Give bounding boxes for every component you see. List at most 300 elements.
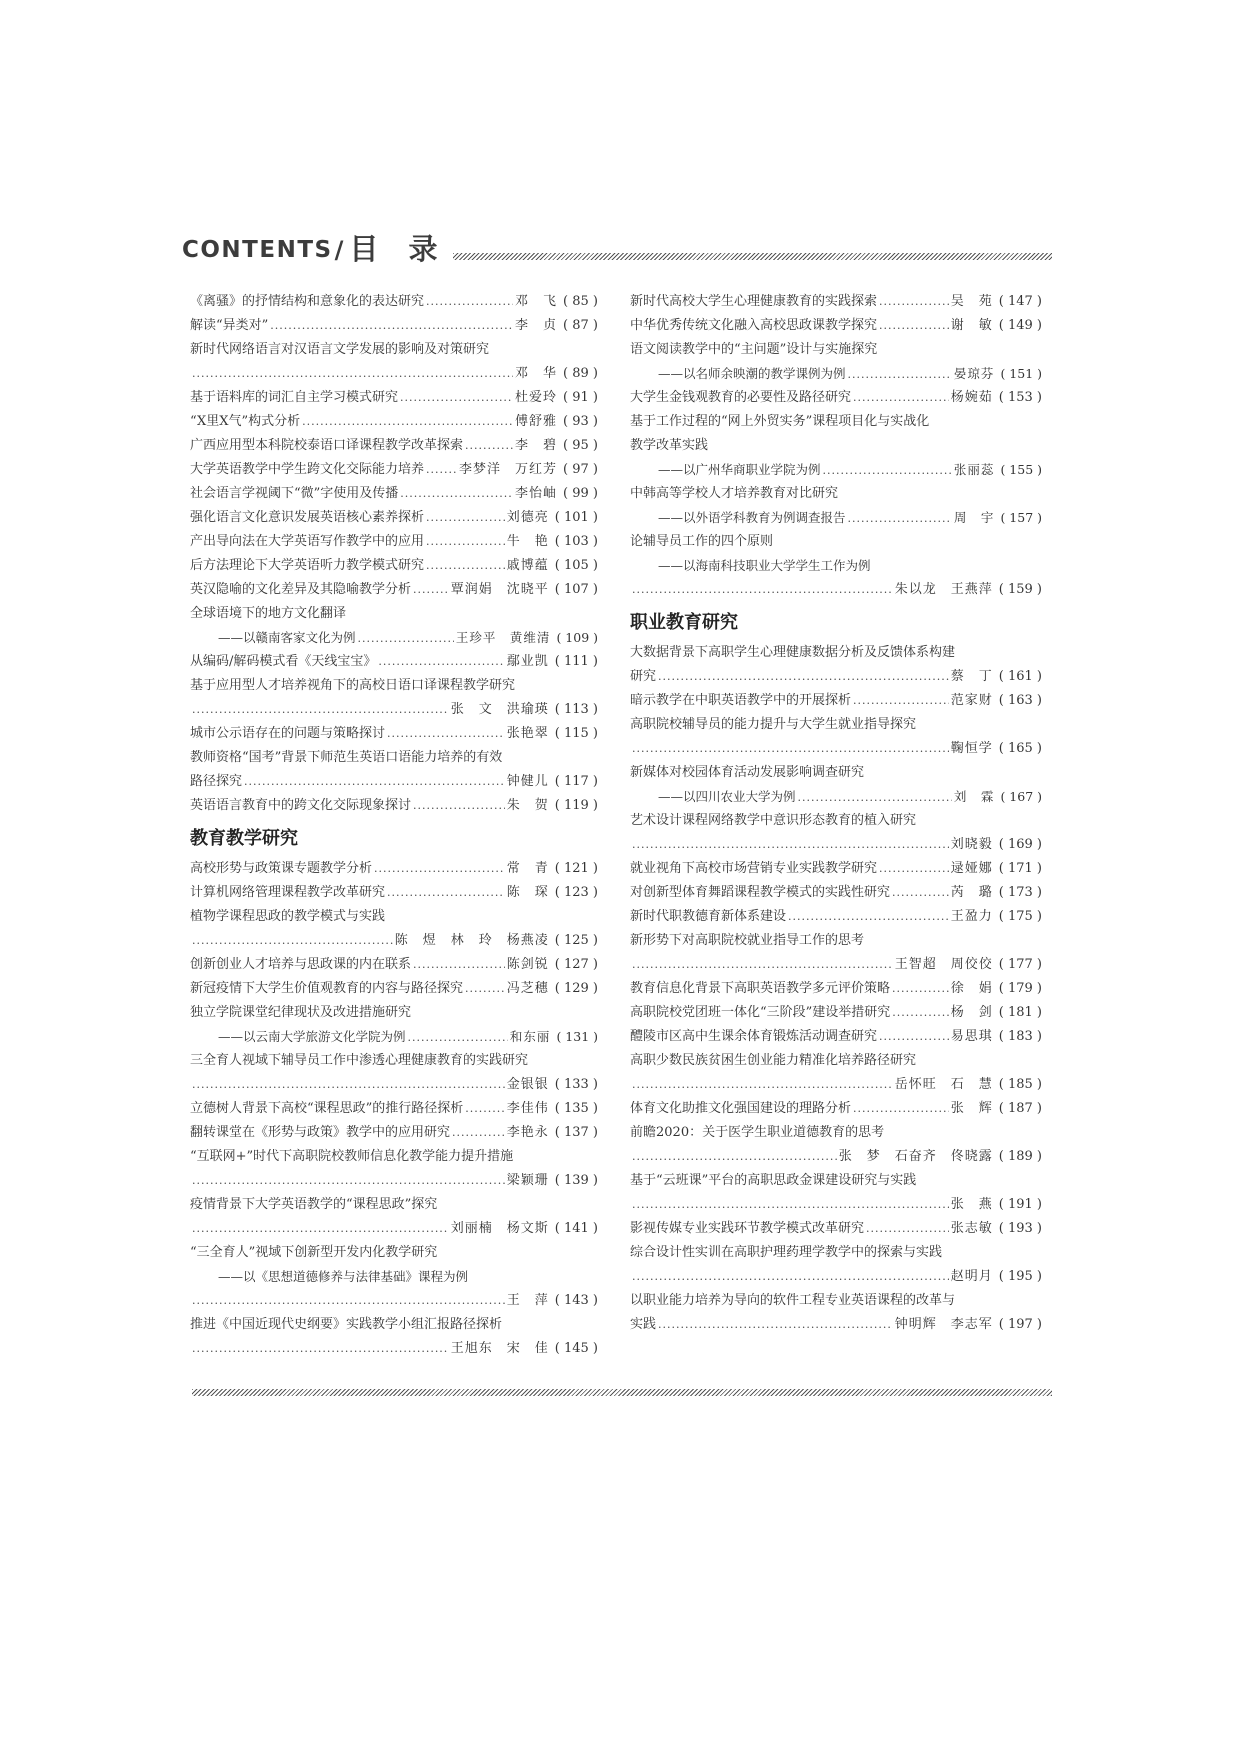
dot-leader: [465, 434, 513, 458]
toc-entry-page: ( 163 ): [998, 693, 1042, 708]
toc-entry[interactable]: [190, 290, 598, 314]
toc-left-column: [190, 290, 598, 1361]
toc-entry-title: 艺术设计课程网络教学中意识形态教育的植入研究: [630, 813, 917, 828]
toc-entry-author: 刘德亮: [506, 510, 549, 525]
toc-entry-subtitle: ——以广州华商职业学院为例: [658, 462, 821, 477]
toc-entry[interactable]: [630, 1241, 1042, 1289]
toc-entry[interactable]: [190, 338, 598, 386]
toc-entry[interactable]: [190, 1097, 598, 1121]
toc-entry-line: [630, 809, 1042, 833]
dot-leader: [879, 1025, 949, 1049]
toc-entry-page: ( 135 ): [554, 1101, 598, 1116]
toc-entry-line: [190, 578, 598, 602]
toc-entry-page: ( 107 ): [554, 582, 598, 597]
toc-entry-author: 刘 霖: [953, 789, 995, 804]
toc-entry-author: 李 贞: [515, 318, 558, 333]
toc-entry[interactable]: [190, 1121, 598, 1145]
toc-entry[interactable]: [190, 458, 598, 482]
toc-entry-line: [630, 410, 1042, 434]
toc-entry-line: [190, 1073, 598, 1097]
toc-entry-subtitle: ——以赣南客家文化为例: [218, 630, 356, 645]
toc-entry-title: 广西应用型本科院校泰语口译课程教学改革探索: [190, 438, 464, 453]
toc-entry[interactable]: [190, 506, 598, 530]
toc-entry[interactable]: [630, 386, 1042, 410]
dot-leader: [302, 410, 513, 434]
toc-entry-page: ( 109 ): [556, 630, 598, 645]
toc-entry-author: 蔡 丁: [950, 669, 993, 684]
toc-entry-line: [190, 929, 598, 953]
toc-entry-author: 张 梦 石奋齐 佟晓露: [838, 1149, 993, 1164]
toc-entry[interactable]: [630, 338, 1042, 386]
toc-entry-page: ( 117 ): [554, 774, 598, 789]
toc-entry-page: ( 123 ): [554, 885, 598, 900]
dot-leader: [892, 881, 949, 905]
toc-entry[interactable]: [190, 794, 598, 818]
dot-leader: [658, 1313, 893, 1337]
toc-entry[interactable]: [190, 554, 598, 578]
toc-entry-page: ( 159 ): [998, 582, 1042, 597]
toc-entry-page: ( 137 ): [554, 1125, 598, 1140]
toc-entry-line: [190, 1169, 598, 1193]
toc-entry-author: 赵明月: [950, 1269, 993, 1284]
toc-entry[interactable]: [630, 881, 1042, 905]
dot-leader: [400, 386, 513, 410]
toc-entry[interactable]: [190, 1313, 598, 1361]
toc-entry-title: 醴陵市区高中生课余体育锻炼活动调查研究: [630, 1029, 878, 1044]
toc-entry-line: [630, 1289, 1042, 1313]
dot-leader: [892, 1001, 948, 1025]
toc-entry-page: ( 157 ): [1000, 510, 1042, 525]
toc-entry-title: 新时代高校大学生心理健康教育的实践探索: [630, 294, 878, 309]
toc-entry[interactable]: [630, 809, 1042, 857]
toc-entry[interactable]: [630, 977, 1042, 1001]
toc-entry-title: “互联网+”时代下高职院校教师信息化教学能力提升措施: [190, 1149, 514, 1164]
toc-entry-page: ( 183 ): [998, 1029, 1042, 1044]
toc-entry-author: 鞠恒学: [950, 741, 993, 756]
toc-entry[interactable]: [190, 602, 598, 650]
toc-entry-author: 张 文 洪瑜瑛: [450, 702, 549, 717]
toc-entry-author: 朱以龙 王燕萍: [894, 582, 993, 597]
contents-label: CONTENTS: [182, 237, 333, 263]
toc-entry-subtitle: ——以《思想道德修养与法律基础》课程为例: [218, 1269, 469, 1284]
toc-entry-author: 李怡岫: [515, 486, 558, 501]
toc-entry-line: [630, 482, 1042, 506]
toc-entry-title: 高职少数民族贫困生创业能力精准化培养路径研究: [630, 1053, 917, 1068]
toc-entry-author: 牛 艳: [506, 534, 549, 549]
dot-leader: [408, 1026, 508, 1050]
dot-leader: [192, 362, 513, 386]
toc-entry-page: ( 187 ): [998, 1101, 1042, 1116]
toc-entry-author: 覃润娟 沈晓平: [450, 582, 549, 597]
toc-entry-line: [630, 1217, 1042, 1241]
dot-leader: [465, 977, 505, 1001]
toc-entry[interactable]: [630, 1025, 1042, 1049]
dot-leader: [853, 386, 949, 410]
toc-entry[interactable]: [190, 722, 598, 746]
toc-entry-title: 大学英语教学中学生跨文化交际能力培养: [190, 462, 425, 477]
toc-entry[interactable]: [190, 746, 598, 794]
toc-entry[interactable]: [190, 1001, 598, 1049]
toc-entry-subtitle: ——以海南科技职业大学学生工作为例: [658, 558, 871, 573]
toc-entry[interactable]: [190, 1241, 598, 1313]
toc-entry-line: [630, 1169, 1042, 1193]
header-slash: /: [334, 236, 344, 264]
dot-leader: [244, 770, 505, 794]
toc-entry-line: [190, 410, 598, 434]
toc-entry[interactable]: [630, 857, 1042, 881]
toc-entry-page: ( 193 ): [998, 1221, 1042, 1236]
toc-entry-line: [190, 905, 598, 929]
toc-entry[interactable]: [190, 314, 598, 338]
toc-entry[interactable]: [630, 641, 1042, 689]
toc-entry[interactable]: [190, 674, 598, 722]
dot-leader: [387, 881, 505, 905]
toc-entry[interactable]: [630, 290, 1042, 314]
toc-entry-page: ( 191 ): [998, 1197, 1042, 1212]
toc-entry-title: 翻转课堂在《形势与政策》教学中的应用研究: [190, 1125, 451, 1140]
toc-entry-line: [630, 530, 1042, 554]
toc-entry-line: [190, 314, 598, 338]
toc-entry-author: 王旭东 宋 佳: [450, 1341, 549, 1356]
toc-entry-title: 新形势下对高职院校就业指导工作的思考: [630, 933, 865, 948]
toc-entry[interactable]: [630, 1169, 1042, 1217]
dot-leader: [270, 314, 513, 338]
toc-entry-page: ( 173 ): [998, 885, 1042, 900]
toc-entry-author: 周 宇: [953, 510, 995, 525]
toc-entry-line: [190, 1289, 598, 1313]
toc-entry[interactable]: [630, 1001, 1042, 1025]
toc-entry[interactable]: [630, 314, 1042, 338]
toc-entry-line: [190, 794, 598, 818]
toc-entry[interactable]: [190, 857, 598, 881]
toc-entry-line: [630, 1145, 1042, 1169]
toc-entry-author: 杜爱玲: [515, 390, 558, 405]
toc-entry-line: [190, 1025, 598, 1049]
toc-entry-title: 基于语料库的词汇自主学习模式研究: [190, 390, 399, 405]
toc-entry-author: 谢 敏: [950, 318, 993, 333]
dot-leader: [192, 1337, 449, 1361]
toc-entry-title: 研究: [630, 669, 657, 684]
toc-entry-title: 后方法理论下大学英语听力教学模式研究: [190, 558, 425, 573]
dot-leader: [426, 506, 505, 530]
toc-entry-title: 中韩高等学校人才培养教育对比研究: [630, 486, 839, 501]
toc-entry-line: [630, 1097, 1042, 1121]
toc-entry[interactable]: [190, 410, 598, 434]
toc-entry[interactable]: [190, 650, 598, 674]
toc-entry[interactable]: [630, 1049, 1042, 1097]
dot-leader: [853, 689, 949, 713]
toc-entry-author: 吴 苑: [950, 294, 993, 309]
toc-entry-page: ( 167 ): [1000, 789, 1042, 804]
toc-entry-page: ( 131 ): [556, 1029, 598, 1044]
toc-entry-subtitle: ——以四川农业大学为例: [658, 789, 796, 804]
toc-entry-page: ( 133 ): [554, 1077, 598, 1092]
toc-entry-title: 暗示教学在中职英语教学中的开展探析: [630, 693, 852, 708]
toc-entry-line: [630, 338, 1042, 362]
toc-entry-subtitle: ——以名师余映潮的教学课例为例: [658, 366, 846, 381]
toc-entry[interactable]: [630, 1121, 1042, 1169]
toc-entry-title: 语文阅读教学中的“主问题”设计与实施探究: [630, 342, 878, 357]
toc-entry[interactable]: [190, 881, 598, 905]
dot-leader: [387, 722, 505, 746]
dot-leader: [452, 1121, 505, 1145]
toc-entry-author: 金银银: [506, 1077, 549, 1092]
toc-entry-page: ( 97 ): [563, 462, 598, 477]
toc-entry[interactable]: [190, 1145, 598, 1193]
toc-entry-line: [190, 362, 598, 386]
toc-entry-title: 植物学课程思政的教学模式与实践: [190, 909, 386, 924]
toc-entry-title: 推进《中国近现代史纲要》实践教学小组汇报路径探析: [190, 1317, 503, 1332]
toc-entry-page: ( 177 ): [998, 957, 1042, 972]
toc-entry-author: 邓 飞: [515, 294, 558, 309]
toc-entry-line: [190, 1001, 598, 1025]
dot-leader: [632, 953, 893, 977]
toc-entry-author: 杨婉茹: [950, 390, 993, 405]
toc-entry-title: 基于工作过程的“网上外贸实务”课程项目化与实战化: [630, 414, 930, 429]
dot-leader: [866, 1217, 949, 1241]
toc-entry-title: 影视传媒专业实践环节教学模式改革研究: [630, 1221, 865, 1236]
toc-entry-line: [630, 1001, 1042, 1025]
toc-entry-line: [630, 434, 1042, 458]
toc-entry-line: [630, 1313, 1042, 1337]
toc-entry-author: 鄢业凯: [506, 654, 549, 669]
toc-entry-page: ( 175 ): [998, 909, 1042, 924]
toc-entry-page: ( 197 ): [998, 1317, 1042, 1332]
toc-entry-line: [630, 1025, 1042, 1049]
dot-leader: [823, 459, 952, 483]
toc-entry-title: 全球语境下的地方文化翻译: [190, 606, 347, 621]
toc-entry-title: 新冠疫情下大学生价值观教育的内容与路径探究: [190, 981, 464, 996]
toc-entry-line: [630, 713, 1042, 737]
toc-entry-author: 刘晓毅: [950, 837, 993, 852]
toc-entry-page: ( 141 ): [554, 1221, 598, 1236]
toc-entry-line: [190, 1145, 598, 1169]
toc-entry[interactable]: [630, 929, 1042, 977]
toc-entry-line: [630, 1193, 1042, 1217]
dot-leader: [853, 1097, 949, 1121]
toc-entry-page: ( 143 ): [554, 1293, 598, 1308]
toc-entry-line: [190, 290, 598, 314]
toc-entry-line: [190, 1265, 598, 1289]
toc-entry[interactable]: [190, 953, 598, 977]
toc-entry-line: [630, 290, 1042, 314]
toc-entry-line: [190, 770, 598, 794]
dot-leader: [426, 458, 457, 482]
toc-right-column: [630, 290, 1042, 1337]
toc-entry-line: [630, 929, 1042, 953]
dot-leader: [798, 786, 952, 810]
toc-entry[interactable]: [630, 761, 1042, 809]
toc-entry-line: [190, 1097, 598, 1121]
toc-entry-title: 大数据背景下高职学生心理健康数据分析及反馈体系构建: [630, 645, 956, 660]
toc-entry[interactable]: [630, 1097, 1042, 1121]
toc-entry-line: [190, 746, 598, 770]
toc-entry-author: 张艳翠: [506, 726, 549, 741]
toc-entry-line: [190, 977, 598, 1001]
bottom-hatch-rule: [192, 1389, 1052, 1396]
toc-entry-page: ( 89 ): [563, 366, 598, 381]
toc-entry-author: 陈 煜 林 玲 杨燕凌: [394, 933, 549, 948]
toc-entry-author: 钟健儿: [506, 774, 549, 789]
toc-entry-title: 教师资格“国考”背景下师范生英语口语能力培养的有效: [190, 750, 503, 765]
header-hatch-rule: [453, 253, 1052, 260]
toc-entry-line: [190, 857, 598, 881]
toc-entry-author: 王珍平 黄维清: [455, 630, 551, 645]
dot-leader: [192, 929, 393, 953]
dot-leader: [632, 1265, 949, 1289]
toc-entry[interactable]: [190, 977, 598, 1001]
dot-leader: [358, 627, 454, 651]
toc-entry-title: 高职院校辅导员的能力提升与大学生就业指导探究: [630, 717, 917, 732]
toc-entry-line: [190, 1313, 598, 1337]
dot-leader: [632, 1073, 893, 1097]
toc-entry-author: 张丽蕊: [953, 462, 995, 477]
toc-entry-page: ( 115 ): [554, 726, 598, 741]
toc-entry-line: [630, 881, 1042, 905]
toc-entry-page: ( 149 ): [998, 318, 1042, 333]
dot-leader: [658, 665, 949, 689]
toc-entry-page: ( 121 ): [554, 861, 598, 876]
toc-entry[interactable]: [630, 905, 1042, 929]
toc-entry[interactable]: [630, 1289, 1042, 1337]
toc-entry-page: ( 185 ): [998, 1077, 1042, 1092]
toc-entry-line: [190, 1049, 598, 1073]
toc-entry-title: 产出导向法在大学英语写作教学中的应用: [190, 534, 425, 549]
toc-entry[interactable]: [190, 434, 598, 458]
toc-entry-title: 对创新型体育舞蹈课程教学模式的实践性研究: [630, 885, 891, 900]
dot-leader: [848, 507, 952, 531]
toc-entry-author: 朱 贺: [506, 798, 549, 813]
toc-entry-subtitle: ——以外语学科教育为例调查报告: [658, 510, 846, 525]
toc-entry-author: 李梦洋 万红芳: [459, 462, 558, 477]
toc-entry-author: 陈剑锐: [506, 957, 549, 972]
toc-entry-author: 徐 娟: [950, 981, 993, 996]
toc-entry-line: [630, 1049, 1042, 1073]
toc-entry[interactable]: [190, 905, 598, 953]
toc-entry-page: ( 103 ): [554, 534, 598, 549]
dot-leader: [426, 290, 513, 314]
toc-entry-line: [190, 698, 598, 722]
toc-entry-title: 新媒体对校园体育活动发展影响调查研究: [630, 765, 865, 780]
toc-entry-line: [630, 578, 1042, 602]
dot-leader: [465, 1097, 504, 1121]
toc-entry-page: ( 165 ): [998, 741, 1042, 756]
contents-header: [182, 232, 1052, 264]
dot-leader: [632, 1193, 949, 1217]
toc-entry-author: 芮 璐: [950, 885, 993, 900]
toc-entry-line: [190, 554, 598, 578]
toc-entry-line: [190, 1193, 598, 1217]
toc-entry-line: [630, 554, 1042, 578]
toc-entry-author: 张志敏: [950, 1221, 993, 1236]
toc-entry-line: [630, 1121, 1042, 1145]
dot-leader: [879, 314, 949, 338]
toc-entry-title: 教学改革实践: [630, 438, 709, 453]
toc-entry-line: [190, 674, 598, 698]
toc-entry-title: 创新创业人才培养与思政课的内在联系: [190, 957, 412, 972]
toc-entry-page: ( 155 ): [1000, 462, 1042, 477]
toc-entry-author: 刘丽楠 杨文斯: [450, 1221, 549, 1236]
toc-entry-line: [190, 722, 598, 746]
toc-entry-author: 邓 华: [515, 366, 558, 381]
toc-entry-title: 基于应用型人才培养视角下的高校日语口译课程教学研究: [190, 678, 516, 693]
toc-entry-page: ( 111 ): [554, 654, 598, 669]
toc-entry-author: 冯芝穗: [506, 981, 549, 996]
toc-entry-title: 解读“异类对”: [190, 318, 269, 333]
toc-entry-title: 就业视角下高校市场营销专业实践教学研究: [630, 861, 878, 876]
toc-entry-author: 常 青: [506, 861, 549, 876]
toc-entry-title: 中华优秀传统文化融入高校思政课教学探究: [630, 318, 878, 333]
toc-entry-line: [190, 386, 598, 410]
toc-entry-title: 从编码/解码模式看《天线宝宝》: [190, 654, 377, 669]
dot-leader: [413, 794, 505, 818]
toc-entry-author: 和东丽: [509, 1029, 551, 1044]
dot-leader: [632, 737, 949, 761]
toc-entry-title: 实践: [630, 1317, 657, 1332]
toc-entry-line: [630, 386, 1042, 410]
dot-leader: [632, 833, 949, 857]
toc-entry-line: [190, 650, 598, 674]
toc-entry-page: ( 139 ): [554, 1173, 598, 1188]
toc-entry[interactable]: [630, 482, 1042, 530]
toc-entry-author: 李 碧: [515, 438, 558, 453]
toc-entry[interactable]: [630, 530, 1042, 602]
toc-entry[interactable]: [190, 530, 598, 554]
toc-entry-title: 新时代网络语言对汉语言文学发展的影响及对策研究: [190, 342, 490, 357]
toc-entry-line: [190, 482, 598, 506]
dot-leader: [400, 482, 513, 506]
toc-entry[interactable]: [190, 386, 598, 410]
toc-entry[interactable]: [630, 410, 1042, 482]
toc-entry[interactable]: [630, 689, 1042, 713]
toc-entry-line: [190, 506, 598, 530]
toc-entry-page: ( 127 ): [554, 957, 598, 972]
toc-entry[interactable]: [630, 1217, 1042, 1241]
toc-entry-page: ( 119 ): [554, 798, 598, 813]
toc-entry-title: 计算机网络管理课程教学改革研究: [190, 885, 386, 900]
toc-entry-title: 路径探究: [190, 774, 243, 789]
toc-entry-title: 《离骚》的抒情结构和意象化的表达研究: [190, 294, 425, 309]
toc-entry-page: ( 151 ): [1000, 366, 1042, 381]
toc-entry-author: 戚博蕴: [506, 558, 549, 573]
toc-entry-line: [190, 602, 598, 626]
toc-entry-line: [630, 314, 1042, 338]
toc-entry-author: 王盈力: [950, 909, 993, 924]
dot-leader: [413, 578, 449, 602]
toc-entry[interactable]: [190, 578, 598, 602]
toc-entry-title: 立德树人背景下高校“课程思政”的推行路径探析: [190, 1101, 464, 1116]
toc-entry-line: [630, 977, 1042, 1001]
toc-entry-page: ( 171 ): [998, 861, 1042, 876]
toc-entry-title: 体育文化助推文化强国建设的理路分析: [630, 1101, 852, 1116]
dot-leader: [192, 698, 449, 722]
toc-entry[interactable]: [190, 482, 598, 506]
toc-entry-line: [630, 737, 1042, 761]
toc-entry-page: ( 189 ): [998, 1149, 1042, 1164]
toc-entry[interactable]: [190, 1049, 598, 1097]
toc-entry-line: [190, 338, 598, 362]
toc-entry-line: [630, 1241, 1042, 1265]
toc-entry-author: 傅舒雅: [515, 414, 558, 429]
toc-entry-line: [630, 1265, 1042, 1289]
toc-entry-line: [190, 1217, 598, 1241]
toc-entry-title: “三全育人”视域下创新型开发内化教学研究: [190, 1245, 438, 1260]
toc-entry-author: 逯娅娜: [950, 861, 993, 876]
toc-entry-page: ( 169 ): [998, 837, 1042, 852]
toc-entry[interactable]: [190, 1193, 598, 1241]
toc-entry-page: ( 99 ): [563, 486, 598, 501]
toc-entry[interactable]: [630, 713, 1042, 761]
